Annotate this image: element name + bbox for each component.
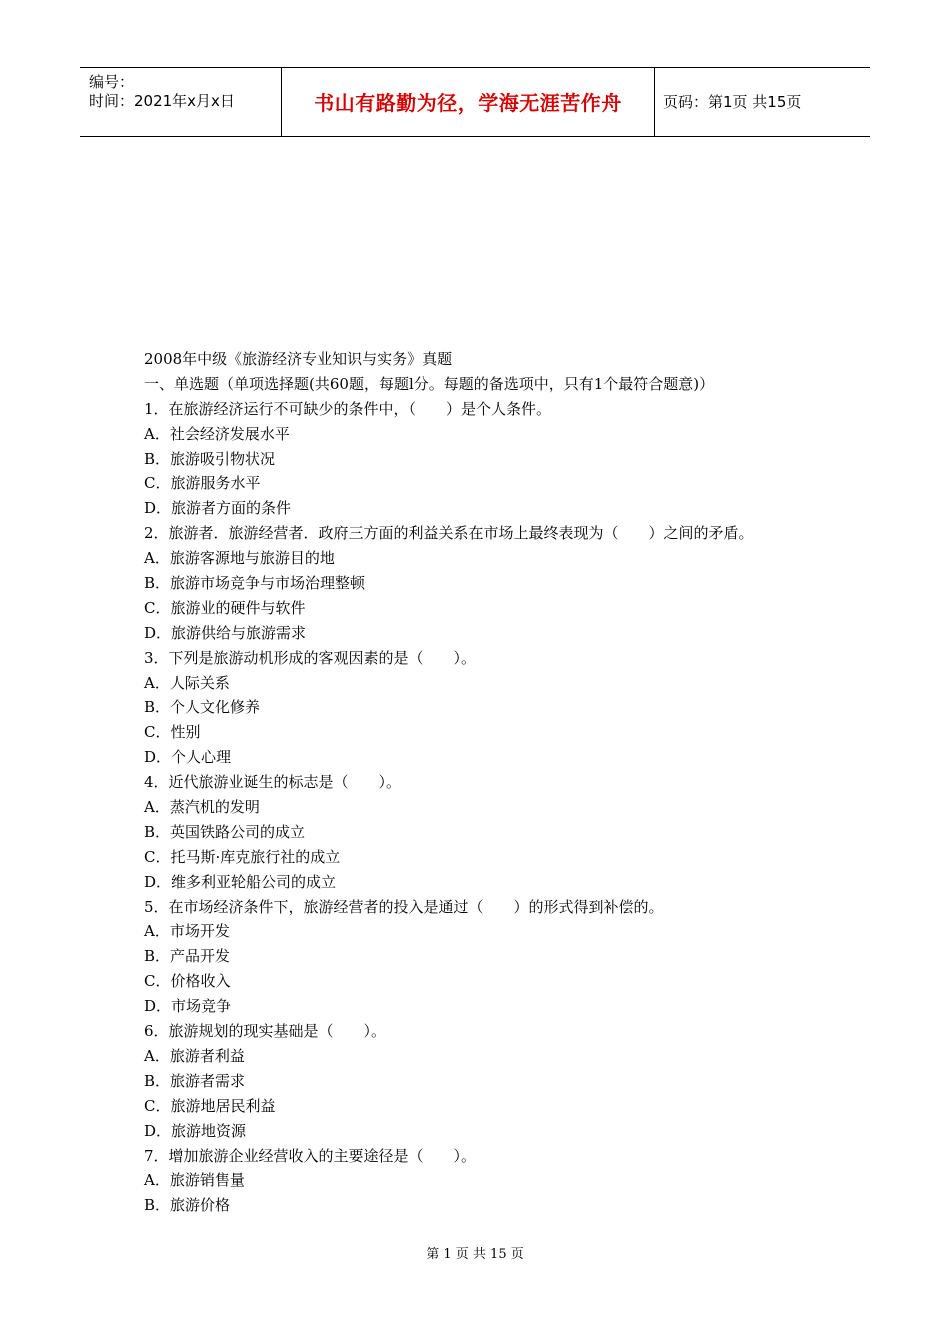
- text-line: B．个人文化修养: [144, 698, 261, 717]
- document-body: [144, 347, 844, 1218]
- page-header: [80, 67, 870, 137]
- number-label: 编号：: [89, 73, 135, 91]
- page-footer: 第 1 页 共 15 页: [426, 1247, 524, 1262]
- text-line: C．性别: [144, 723, 201, 742]
- date-label: 时间：2021年x月x日: [89, 92, 235, 110]
- motto-text: 书山有路勤为径，学海无涯苦作舟: [314, 91, 622, 115]
- header-meta-cell: [80, 68, 282, 136]
- text-line: 7．增加旅游企业经营收入的主要途径是（ ）。: [144, 1146, 477, 1165]
- text-line: D．旅游者方面的条件: [144, 499, 292, 518]
- text-line: D．旅游地资源: [144, 1121, 247, 1140]
- text-line: A．旅游销售量: [144, 1171, 245, 1190]
- text-line: D．维多利亚轮船公司的成立: [144, 872, 337, 891]
- text-line: C．旅游服务水平: [144, 474, 261, 493]
- document-title: 2008年中级《旅游经济专业知识与实务》真题: [144, 350, 453, 368]
- text-line: 5．在市场经济条件下，旅游经营者的投入是通过（ ）的形式得到补偿的。: [144, 897, 664, 916]
- header-page-info: 页码：第1页 共15页: [663, 93, 802, 111]
- text-line: B．英国铁路公司的成立: [144, 822, 306, 841]
- section-heading: 一、单选题（单项选择题(共60题，每题l分。每题的备选项中，只有1个最符合题意)）: [144, 374, 715, 393]
- text-line: A．社会经济发展水平: [144, 424, 290, 443]
- text-line: 4．近代旅游业诞生的标志是（ ）。: [144, 773, 402, 792]
- text-line: 6．旅游规划的现实基础是（ ）。: [144, 1022, 387, 1041]
- text-line: 1．在旅游经济运行不可缺少的条件中，（ ）是个人条件。: [144, 399, 552, 418]
- text-line: 2．旅游者．旅游经营者．政府三方面的利益关系在市场上最终表现为（ ）之间的矛盾。: [144, 524, 754, 543]
- text-line: C．托马斯·库克旅行社的成立: [144, 847, 341, 866]
- text-line: C．旅游业的硬件与软件: [144, 598, 306, 617]
- text-line: B．旅游市场竞争与市场治理整顿: [144, 574, 366, 593]
- text-line: A．旅游客源地与旅游目的地: [144, 549, 335, 568]
- text-line: B．旅游吸引物状况: [144, 449, 276, 468]
- header-motto-cell: [282, 68, 655, 136]
- text-line: B．旅游价格: [144, 1196, 231, 1215]
- text-line: A．人际关系: [144, 673, 230, 692]
- text-line: C．旅游地居民利益: [144, 1096, 276, 1115]
- text-line: A．旅游者利益: [144, 1046, 245, 1065]
- text-line: B．旅游者需求: [144, 1071, 246, 1090]
- text-line: B．产品开发: [144, 947, 231, 966]
- text-line: 3．下列是旅游动机形成的客观因素的是（ ）。: [144, 648, 477, 667]
- text-line: A．蒸汽机的发明: [144, 798, 260, 817]
- text-line: A．市场开发: [144, 922, 230, 941]
- text-line: D．市场竞争: [144, 997, 232, 1016]
- text-line: D．旅游供给与旅游需求: [144, 623, 307, 642]
- text-line: D．个人心理: [144, 748, 232, 767]
- text-line: C．价格收入: [144, 972, 231, 991]
